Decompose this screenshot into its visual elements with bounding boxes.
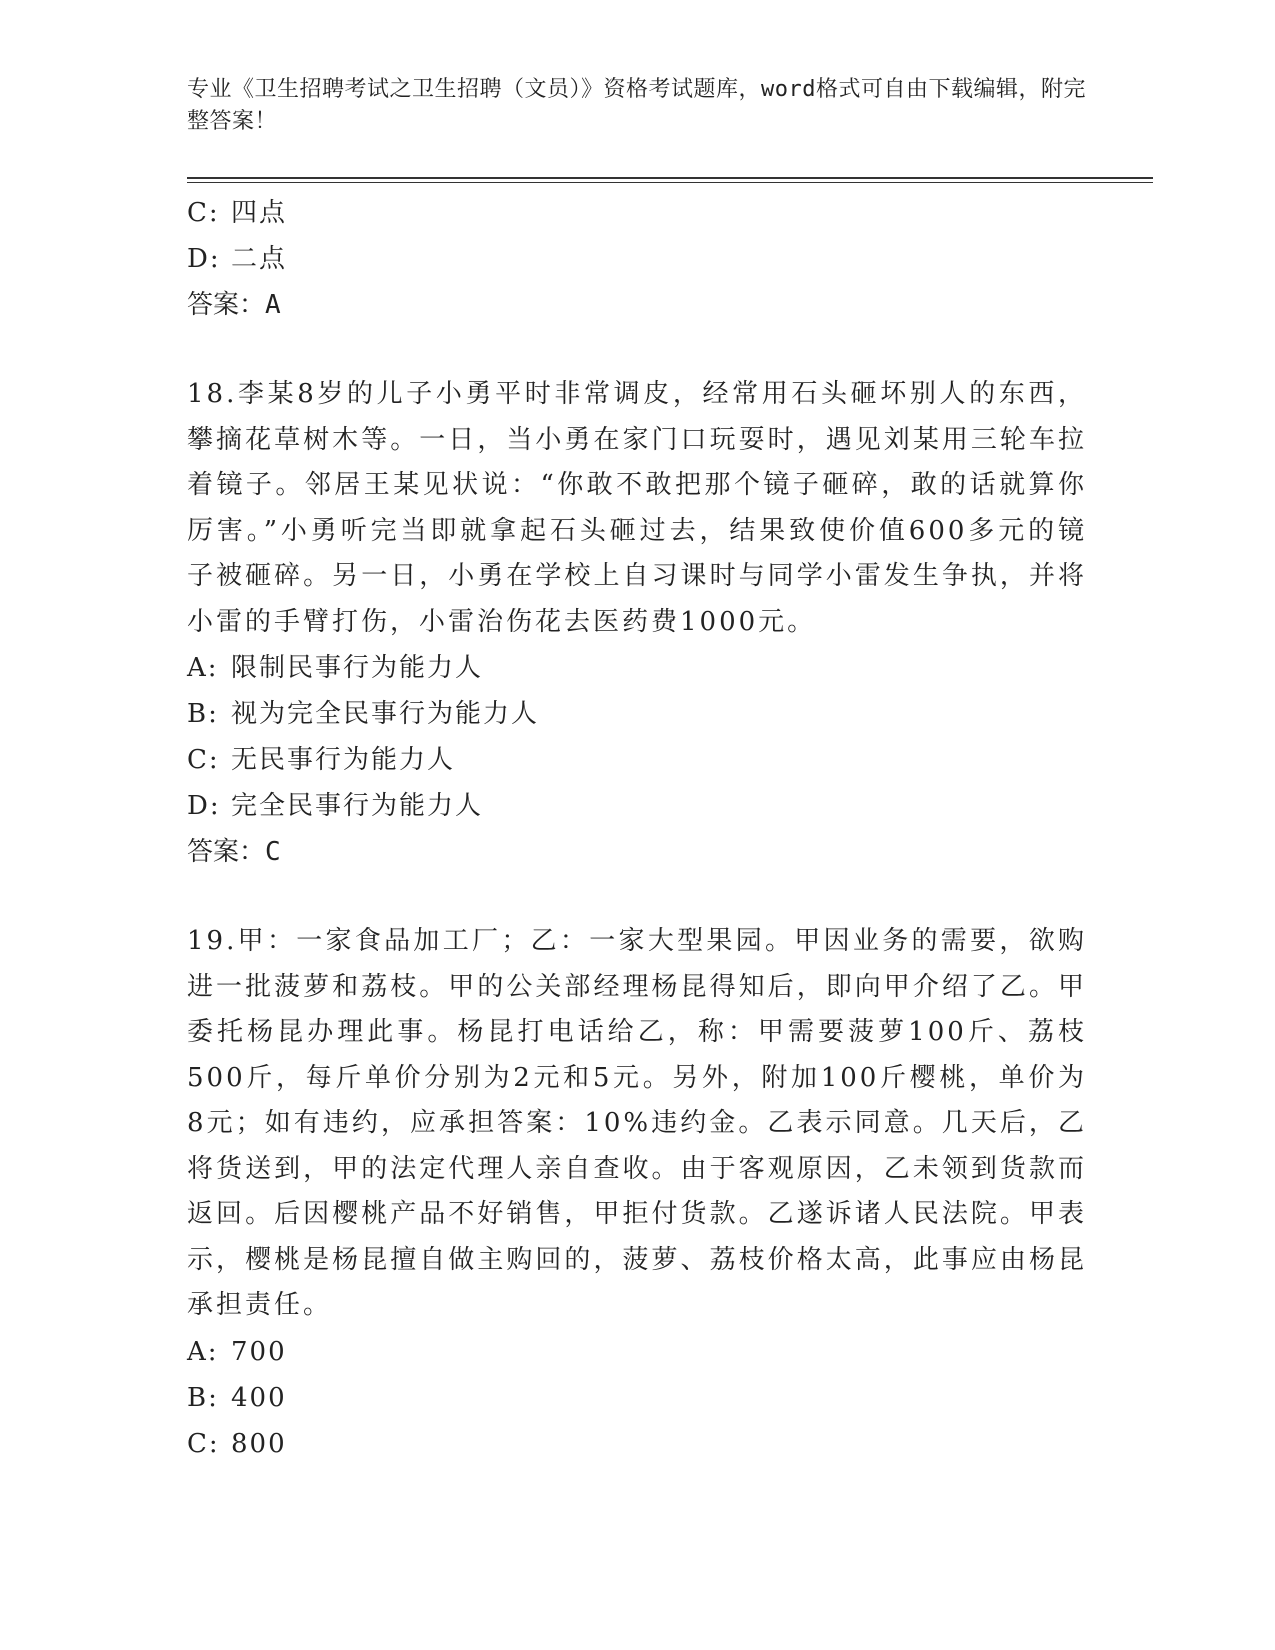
option-letter: C: <box>187 1428 220 1459</box>
option-a <box>187 645 1087 691</box>
option-b <box>187 691 1087 737</box>
header-divider <box>187 177 1153 183</box>
option-text: 视为完全民事行为能力人 <box>231 699 540 729</box>
option-letter: C: <box>187 198 220 228</box>
option-text: 限制民事行为能力人 <box>231 653 484 683</box>
option-d <box>187 783 1087 829</box>
answer-line: 答案：A <box>187 290 281 320</box>
question-18-stem: 18.李某8岁的儿子小勇平时非常调皮，经常用石头砸坏别人的东西，攀摘花草树木等。一日，当小勇在家门口玩耍时，遇见刘某用三轮车拉着镜子。邻居王某见状说：“你敢不敢把那个镜子砸碎，敢的话就算你厉害。”小勇听完当即就拿起石头砸过去，结果致使价值600多元的镜子被砸碎。另一日，小勇在学校上自习课时与同学小雷发生争执，并将小雷的手臂打伤，小雷治伤花去医药费1000元。 <box>187 379 1087 637</box>
option-c <box>187 190 1087 236</box>
question-19-stem: 19.甲：一家食品加工厂；乙：一家大型果园。甲因业务的需要，欲购进一批菠萝和荔枝。甲的公关部经理杨昆得知后，即向甲介绍了乙。甲委托杨昆办理此事。杨昆打电话给乙，称：甲需要菠萝100斤、荔枝500斤，每斤单价分别为2元和5元。另外，附加100斤樱桃，单价为8元；如有违约，应承担答案：10%违约金。乙表示同意。几天后，乙将货送到，甲的法定代理人亲自查收。由于客观原因，乙未领到货款而返回。后因樱桃产品不好销售，甲拒付货款。乙遂诉诸人民法院。甲表示，樱桃是杨昆擅自做主购回的，菠萝、荔枝价格太高，此事应由杨昆承担责任。 <box>187 926 1087 1320</box>
option-c <box>187 1421 1087 1467</box>
option-letter: B: <box>187 1382 219 1413</box>
option-letter: D: <box>187 244 221 274</box>
option-text: 800 <box>231 1428 287 1459</box>
answer-line: 答案：C <box>187 837 281 867</box>
option-b <box>187 1375 1087 1421</box>
option-letter: A: <box>187 653 219 683</box>
option-text: 700 <box>231 1336 287 1367</box>
option-letter: C: <box>187 745 220 775</box>
option-text: 无民事行为能力人 <box>231 745 456 775</box>
option-letter: B: <box>187 699 219 729</box>
option-c <box>187 737 1087 783</box>
option-text: 完全民事行为能力人 <box>231 791 484 821</box>
option-letter: A: <box>187 1336 219 1367</box>
document-body <box>187 190 1087 1467</box>
option-d <box>187 236 1087 282</box>
option-text: 400 <box>231 1382 287 1413</box>
option-letter: D: <box>187 791 221 821</box>
option-a <box>187 1329 1087 1375</box>
page-header: 专业《卫生招聘考试之卫生招聘（文员）》资格考试题库，word格式可自由下载编辑，附完整答案！ <box>187 77 1086 134</box>
option-text: 四点 <box>231 198 288 228</box>
option-text: 二点 <box>231 244 288 274</box>
